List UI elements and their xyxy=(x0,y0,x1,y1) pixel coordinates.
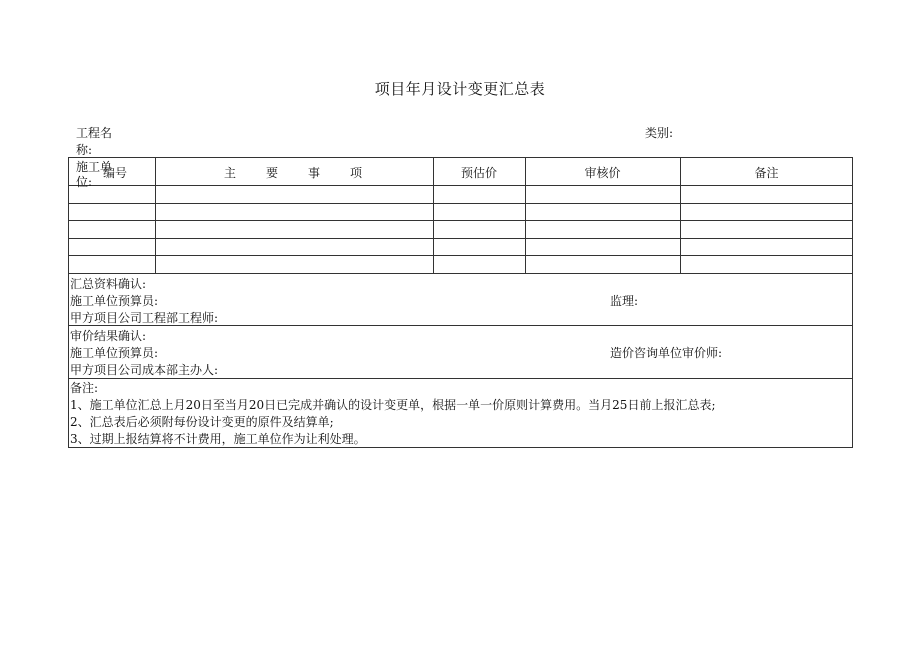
summary-confirm-section xyxy=(70,276,850,327)
header-remarks: 备注 xyxy=(754,166,779,180)
note-item-2: 2、汇总表后必须附每份设计变更的原件及结算单; xyxy=(70,415,334,429)
audit-confirm-heading: 审价结果确认: xyxy=(70,329,147,343)
header-main-items: 主 要 事 项 xyxy=(223,166,364,180)
owner-cost-handler-label: 甲方项目公司成本部主办人: xyxy=(70,363,219,377)
project-name-label-line2: 称: xyxy=(76,143,93,157)
row-line xyxy=(68,238,853,239)
project-name-label-line1: 工程名 xyxy=(76,126,113,140)
contractor-label-line2: 位: xyxy=(76,175,93,189)
header-number: 编号 xyxy=(102,166,127,180)
audit-contractor-budgeter-label: 施工单位预算员: xyxy=(70,346,159,360)
row-line xyxy=(68,255,853,256)
note-item-3: 3、过期上报结算将不计费用，施工单位作为让利处理。 xyxy=(70,432,366,446)
summary-contractor-budgeter-label: 施工单位预算员: xyxy=(70,294,159,308)
row-line xyxy=(68,203,853,204)
document-title: 项目年月设计变更汇总表 xyxy=(374,80,546,98)
section-line xyxy=(68,273,853,274)
header-audited-price: 审核价 xyxy=(584,166,621,180)
notes-section xyxy=(70,380,850,448)
summary-contractor-budgeter-row xyxy=(70,293,850,310)
owner-engineer-label: 甲方项目公司工程部工程师: xyxy=(70,311,219,325)
category-label: 类别: xyxy=(645,126,674,140)
contractor-label-line1: 施工单 xyxy=(76,160,113,174)
audit-contractor-budgeter-row xyxy=(70,345,850,362)
supervisor-label: 监理: xyxy=(610,294,639,308)
note-item-1: 1、施工单位汇总上月20日至当月20日已完成并确认的设计变更单，根据一单一价原则计算费用。当月25日前上报汇总表; xyxy=(70,398,716,412)
summary-confirm-heading: 汇总资料确认: xyxy=(70,277,147,291)
row-line xyxy=(68,185,853,186)
audit-confirm-section xyxy=(70,328,850,379)
notes-heading: 备注: xyxy=(70,381,99,395)
consult-auditor-label: 造价咨询单位审价师: xyxy=(610,346,723,360)
header-estimated-price: 预估价 xyxy=(460,166,497,180)
row-line xyxy=(68,220,853,221)
